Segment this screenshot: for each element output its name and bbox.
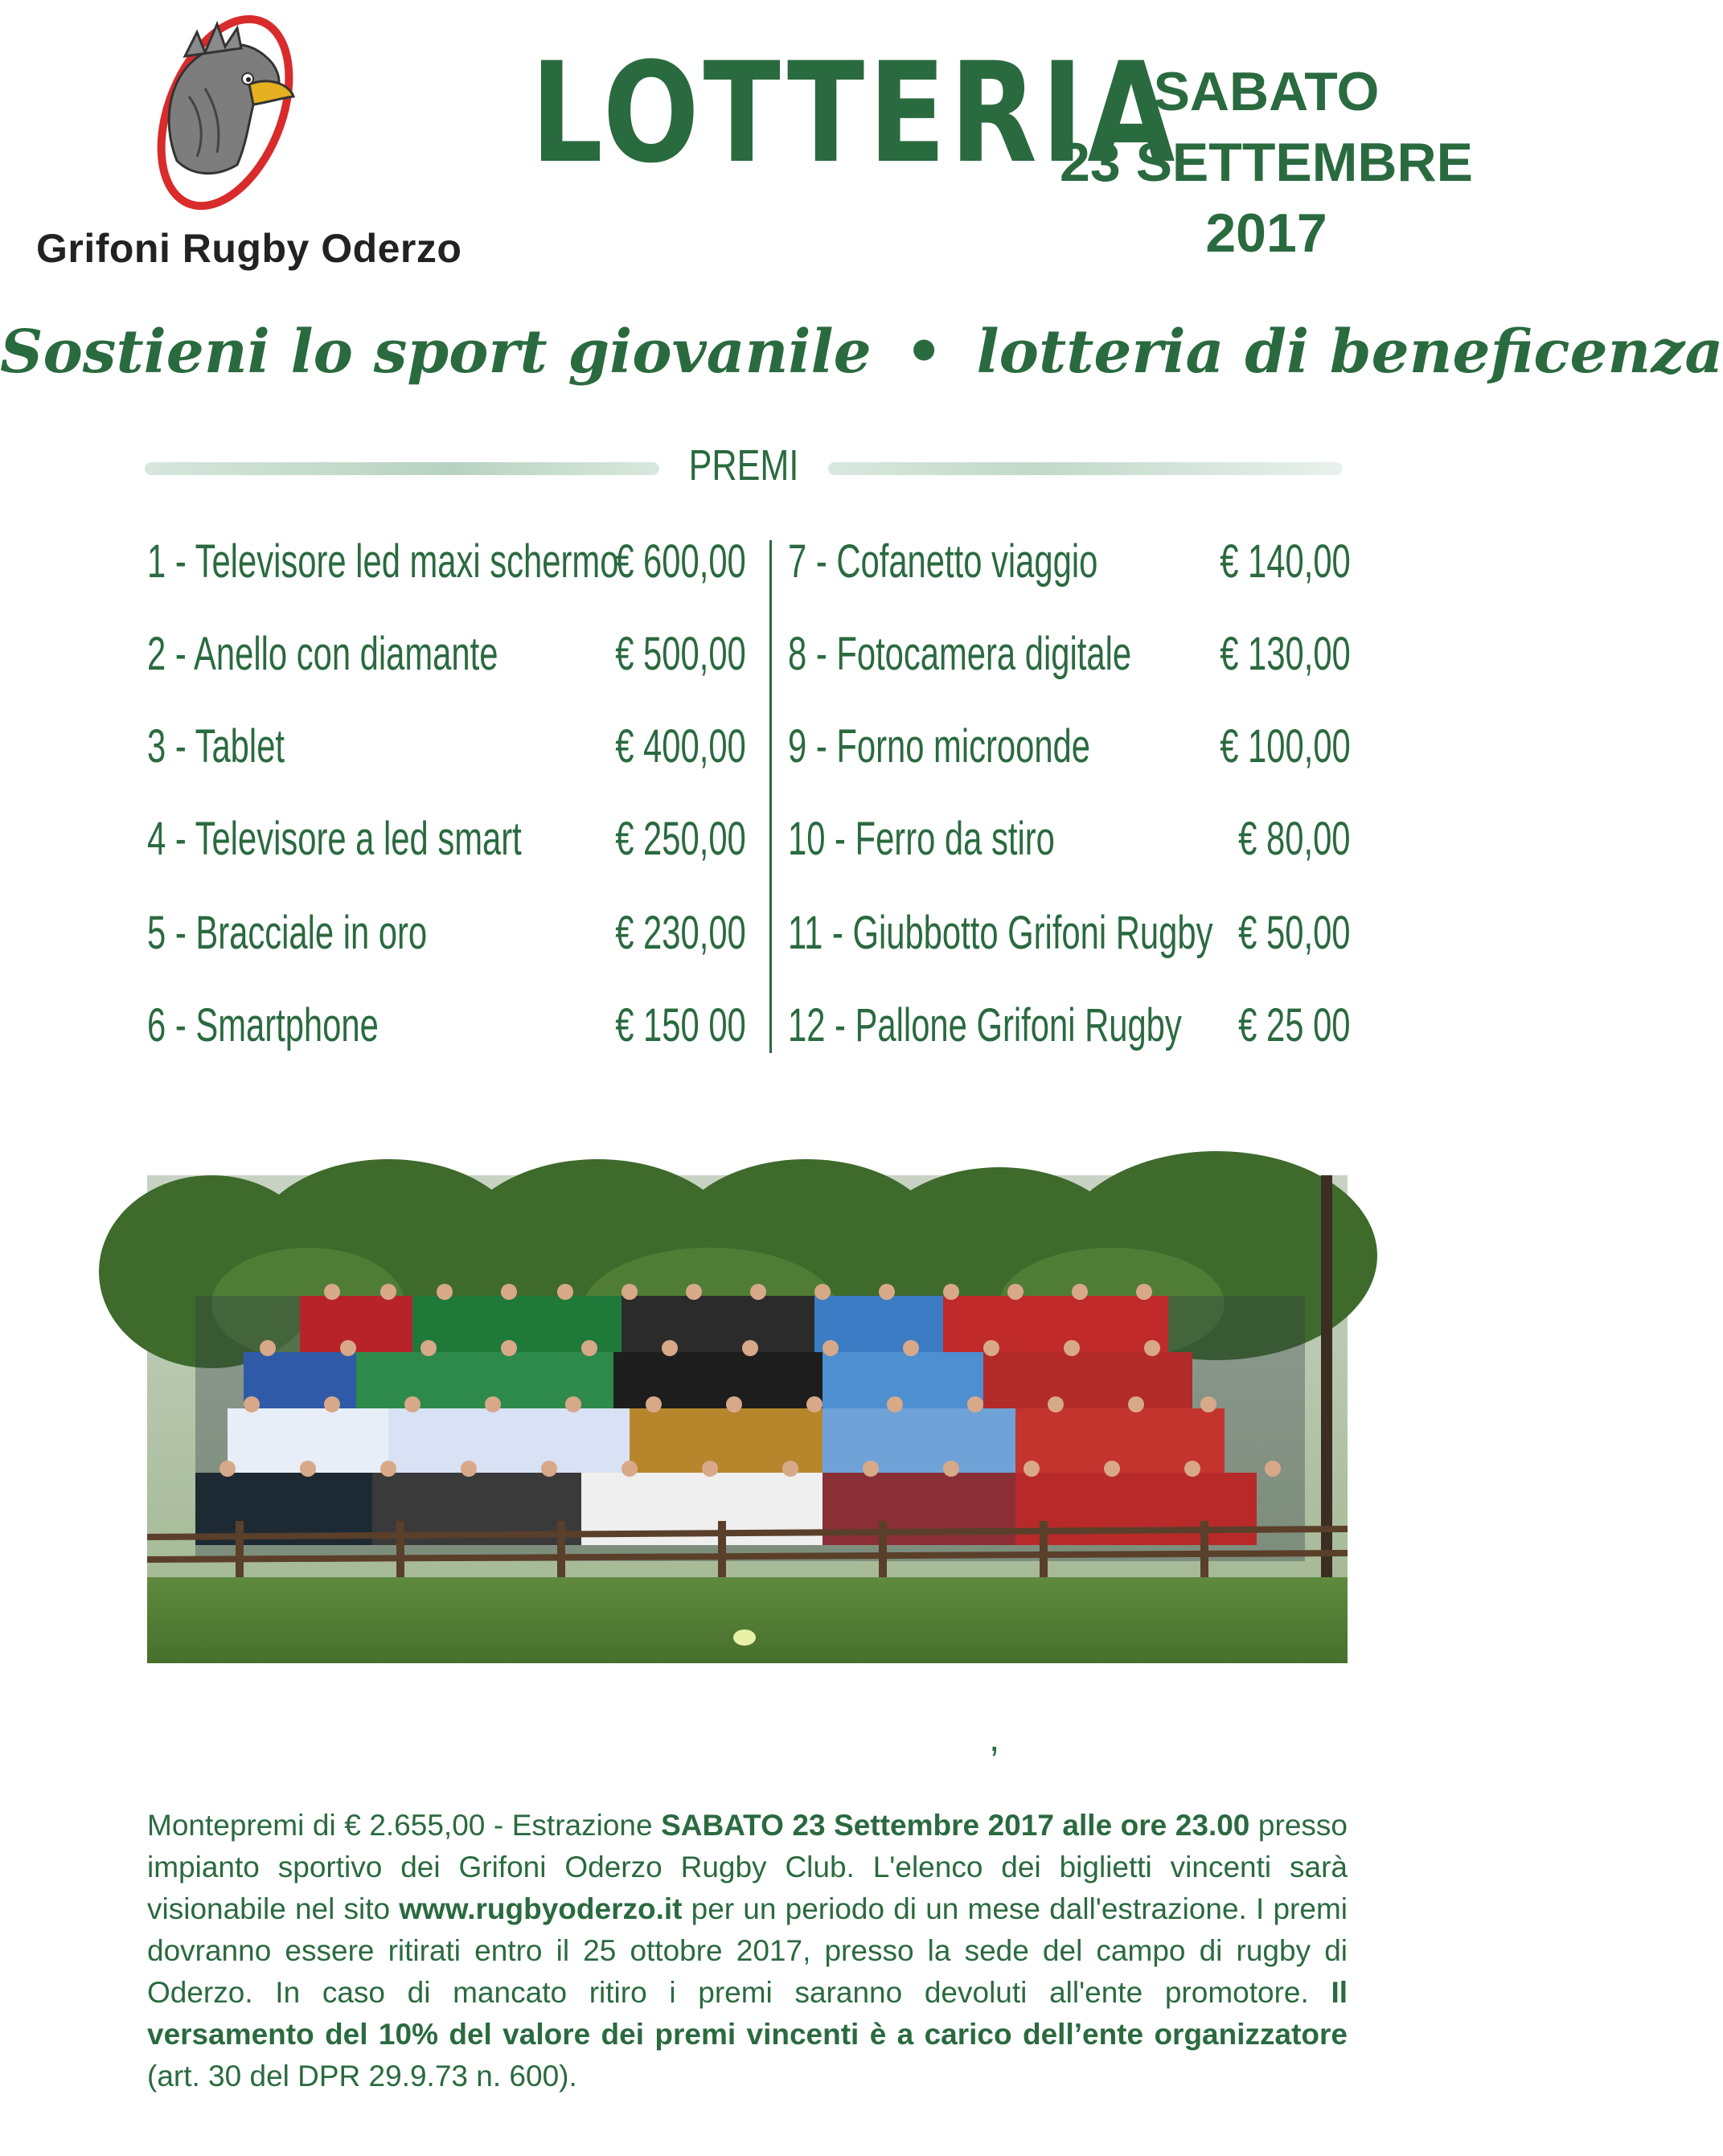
prizes-heading: PREMI [688, 441, 799, 490]
prize-row [147, 535, 746, 607]
prize-name: 6 - Smartphone [147, 999, 379, 1051]
page-title: LOTTERIA [531, 32, 1179, 194]
prize-name: 10 - Ferro da stiro [788, 813, 1055, 865]
prize-name: 7 - Cofanetto viaggio [788, 535, 1098, 588]
prize-value: € 140,00 [1220, 535, 1351, 588]
prize-name: 8 - Fotocamera digitale [788, 628, 1132, 680]
heading-rule-right [828, 462, 1343, 475]
prize-row [147, 998, 746, 1071]
prize-value: € 400,00 [615, 720, 746, 773]
prize-name: 9 - Forno microonde [788, 720, 1091, 773]
rugby-ball-icon [733, 1629, 756, 1646]
website-link[interactable]: www.rugbyoderzo.it [399, 1892, 683, 1925]
footer-text: (art. 30 del DPR 29.9.73 n. 600). [147, 2060, 577, 2092]
prize-value: € 100,00 [1220, 720, 1351, 773]
club-name: Grifoni Rugby Oderzo [36, 226, 462, 271]
prize-row [788, 535, 1351, 607]
prize-value: € 230,00 [615, 907, 746, 959]
prize-row [788, 906, 1351, 978]
club-logo [129, 8, 322, 217]
date-year: 2017 [1205, 203, 1327, 264]
date-day-month: 23 SETTEMBRE [1060, 132, 1473, 193]
prize-value: € 250,00 [615, 813, 746, 865]
prize-value: € 80,00 [1238, 813, 1351, 865]
heading-rule-left [145, 462, 659, 475]
prize-name: 12 - Pallone Grifoni Rugby [788, 999, 1182, 1051]
prize-row [788, 998, 1351, 1071]
tagline-right: lotteria di beneficenza [976, 318, 1723, 387]
footer-text: per un periodo di un mese dall'estrazione. I premi dovranno essere ritirati entro il 25 ottobre 2017, presso la sede del campo di rugby di Oderzo. In caso di mancato ritiro i premi saranno devoluti all'ente promotore. [147, 1892, 1348, 2009]
prize-row [788, 719, 1351, 792]
prize-value: € 50,00 [1238, 907, 1351, 959]
prize-row [147, 906, 746, 978]
prize-value: € 130,00 [1220, 628, 1351, 680]
team-photo [147, 1175, 1348, 1663]
prize-value: € 500,00 [615, 628, 746, 680]
footer-text: presso impianto sportivo dei Grifoni Oderzo Rugby Club. L'elenco dei biglietti vincenti sarà visionabile nel sito [147, 1809, 1348, 1925]
date-weekday: SABATO [1153, 61, 1380, 122]
tax-note: Il versamento del 10% del valore dei premi vincenti è a carico dell’ente organizzatore [147, 1976, 1348, 2051]
prize-name: 2 - Anello con diamante [147, 628, 498, 680]
prize-value: € 150 00 [615, 999, 746, 1051]
players-group [195, 1284, 1305, 1561]
stray-comma: , [989, 1717, 1000, 1760]
event-date [1053, 56, 1479, 268]
prize-name: 5 - Bracciale in oro [147, 907, 428, 959]
draw-datetime: SABATO 23 Settembre 2017 alle ore 23.00 [661, 1809, 1250, 1842]
rules-paragraph [147, 1805, 1348, 2097]
prize-row [147, 812, 746, 884]
prize-name: 1 - Televisore led maxi schermo [147, 535, 619, 588]
prize-row [788, 812, 1351, 884]
footer-text: Montepremi di € 2.655,00 - Estrazione [147, 1809, 662, 1842]
prize-name: 3 - Tablet [147, 720, 285, 773]
griffin-head-icon [169, 24, 293, 174]
prize-row [788, 627, 1351, 699]
tagline [0, 318, 1723, 387]
prize-value: € 600,00 [615, 535, 746, 588]
prize-row [147, 627, 746, 699]
prize-name: 4 - Televisore a led smart [147, 813, 522, 865]
tagline-left: Sostieni lo sport giovanile [0, 318, 872, 387]
prize-name: 11 - Giubbotto Grifoni Rugby [788, 907, 1213, 959]
prize-row [147, 719, 746, 792]
prize-value: € 25 00 [1238, 999, 1351, 1051]
column-divider [769, 540, 772, 1053]
tagline-bullet: • [905, 318, 943, 387]
